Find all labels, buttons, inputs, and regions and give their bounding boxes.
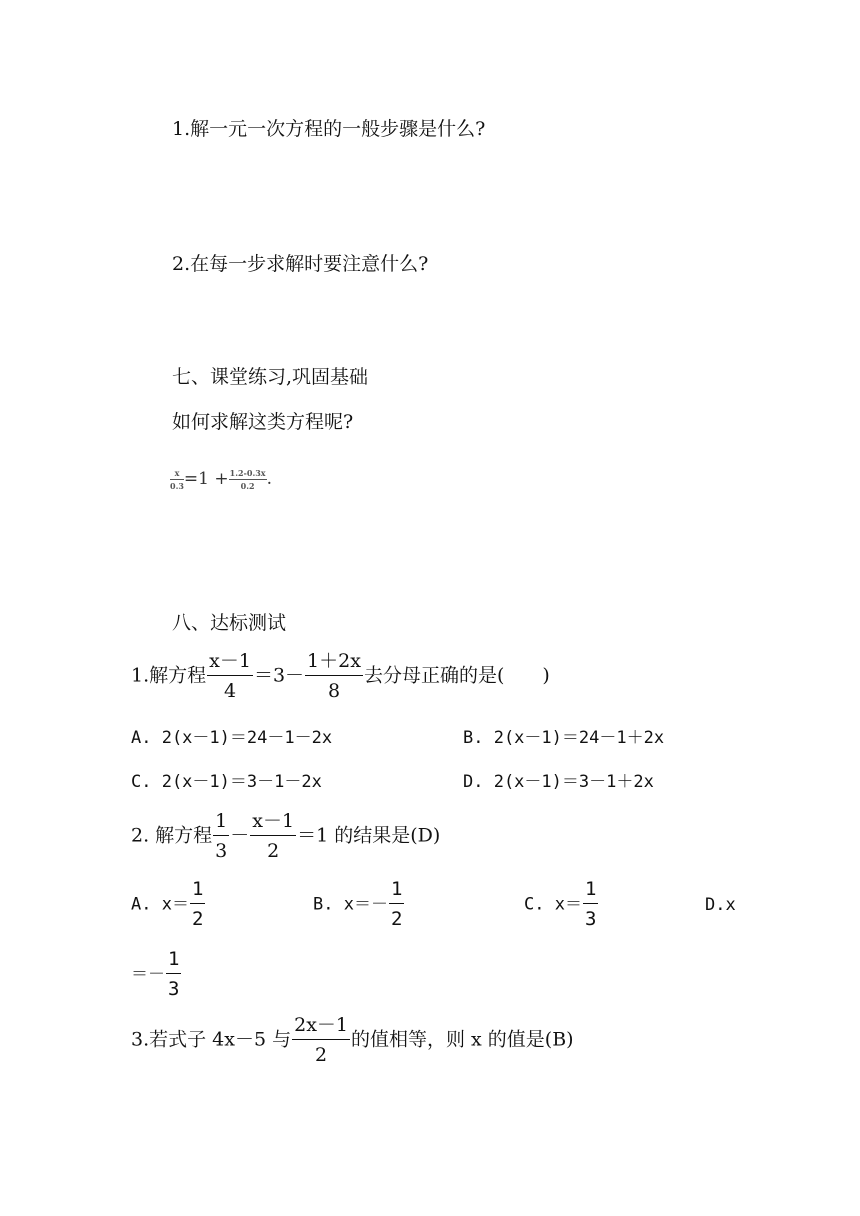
problem-2-option-b-denominator: 2 — [390, 908, 403, 930]
problem-2-fraction-1-numerator: 1 — [213, 812, 229, 836]
problem-1-fraction-1-denominator: 4 — [224, 680, 237, 702]
problem-2-option-d-label: D.x — [705, 895, 736, 915]
equation-rhs-denominator: 0.2 — [240, 480, 255, 491]
problem-1-prefix: 1.解方程 — [131, 664, 207, 687]
problem-2-option-d-prefix: ＝－ — [131, 964, 165, 985]
equation-middle: =1 + — [183, 469, 229, 489]
problem-2-option-d-numerator: 1 — [166, 950, 181, 974]
question-1 — [172, 117, 485, 141]
problem-3-stem — [131, 1016, 574, 1065]
equation-rhs-fraction — [229, 469, 267, 490]
equation-lhs-numerator: x — [170, 469, 184, 480]
problem-2-middle: － — [230, 824, 250, 847]
problem-1-fraction-2-numerator: 1＋2x — [305, 652, 363, 676]
problem-2-option-c — [524, 880, 599, 929]
section-8-title — [172, 611, 286, 635]
problem-2-option-b-numerator: 1 — [389, 880, 404, 904]
problem-2-option-d-value — [131, 950, 182, 999]
section-7-equation — [170, 466, 272, 491]
equation-lhs-denominator: 0.3 — [170, 480, 184, 491]
problem-2-option-d-denominator: 3 — [168, 978, 180, 1000]
problem-1-fraction-2 — [305, 652, 363, 701]
problem-2-option-a-denominator: 2 — [191, 908, 204, 930]
problem-2-option-a — [131, 880, 206, 929]
problem-3-fraction-denominator: 2 — [315, 1044, 328, 1066]
section-7-title-text: 七、课堂练习,巩固基础 — [172, 366, 369, 388]
problem-2-option-d-fraction — [166, 950, 181, 999]
problem-1-stem — [131, 652, 550, 701]
problem-1-fraction-1-numerator: x－1 — [207, 652, 253, 676]
problem-1-option-d: D. 2(x－1)＝3－1＋2x — [463, 772, 654, 792]
problem-2-stem — [131, 812, 440, 861]
problem-1-suffix: 去分母正确的是( ) — [363, 664, 550, 687]
equation-lhs-fraction — [170, 469, 184, 490]
problem-2-fraction-2-numerator: x－1 — [250, 812, 296, 836]
question-2 — [172, 252, 428, 276]
equation-rhs-numerator: 1.2-0.3x — [229, 467, 266, 478]
section-7-title — [172, 365, 368, 389]
problem-1-option-c: C. 2(x－1)＝3－1－2x — [131, 772, 322, 792]
problem-2-suffix: ＝1 的结果是(D) — [297, 824, 441, 847]
problem-2-option-c-numerator: 1 — [583, 880, 598, 904]
problem-2-option-b-prefix: B. x＝－ — [313, 894, 388, 915]
problem-2-option-c-prefix: C. x＝ — [524, 894, 582, 915]
problem-2-option-c-denominator: 3 — [584, 908, 597, 930]
section-7-prompt-text: 如何求解这类方程呢? — [172, 411, 354, 433]
problem-2-option-a-fraction — [190, 880, 205, 929]
problem-2-option-b-fraction — [389, 880, 404, 929]
question-2-text: 2.在每一步求解时要注意什么? — [172, 253, 429, 275]
problem-3-suffix: 的值相等，则 x 的值是(B) — [351, 1028, 574, 1051]
problem-2-fraction-1-denominator: 3 — [215, 840, 228, 862]
problem-2-fraction-2-denominator: 2 — [267, 840, 280, 862]
problem-2-option-c-fraction — [583, 880, 598, 929]
problem-2-option-b — [313, 880, 405, 929]
problem-3-fraction-numerator: 2x－1 — [292, 1016, 350, 1040]
problem-2-option-a-numerator: 1 — [190, 880, 205, 904]
section-7-prompt — [172, 410, 353, 434]
problem-2-prefix: 2. 解方程 — [131, 824, 213, 847]
section-8-title-text: 八、达标测试 — [172, 612, 287, 634]
problem-2-fraction-1 — [213, 812, 229, 861]
problem-1-option-a: A. 2(x－1)＝24－1－2x — [131, 728, 333, 748]
problem-1-option-b: B. 2(x－1)＝24－1＋2x — [463, 728, 665, 748]
question-1-text: 1.解一元一次方程的一般步骤是什么? — [172, 118, 486, 140]
equation-end: . — [266, 469, 272, 489]
problem-3-prefix: 3.若式子 4x－5 与 — [131, 1028, 292, 1051]
problem-2-option-a-prefix: A. x＝ — [131, 894, 189, 915]
problem-2-fraction-2 — [250, 812, 296, 861]
problem-1-middle: ＝3－ — [253, 664, 305, 687]
problem-1-fraction-2-denominator: 8 — [327, 680, 341, 702]
problem-1-fraction-1 — [207, 652, 253, 701]
problem-3-fraction — [292, 1016, 350, 1065]
